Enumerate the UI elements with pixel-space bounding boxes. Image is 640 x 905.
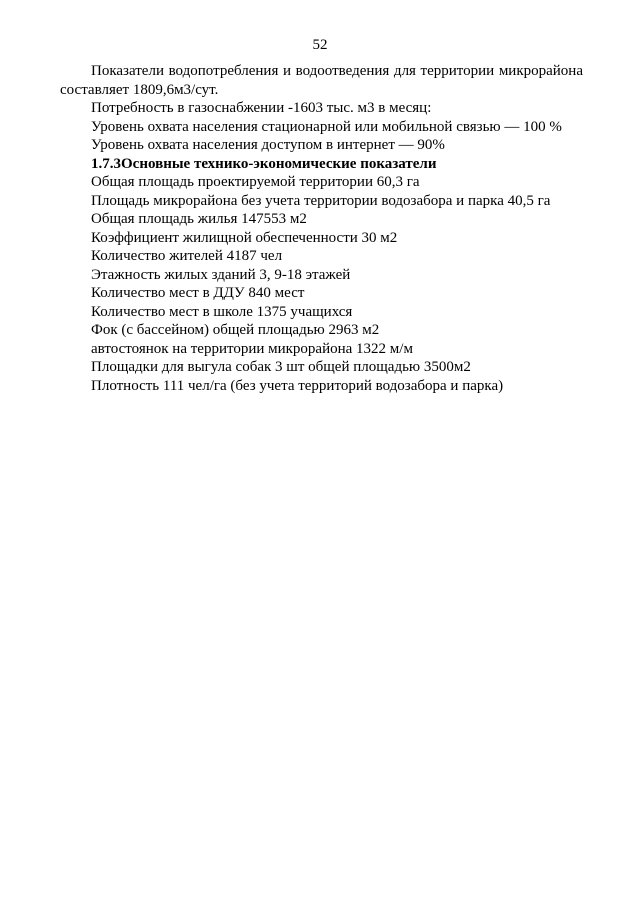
indicator-item: Плотность 111 чел/га (без учета территорий водозабора и парка) [91,377,504,394]
paragraph-telecom: Уровень охвата населения стационарной или мобильной связью — 100 % [91,118,562,135]
indicator-item: Фок (с бассейном) общей площадью 2963 м2 [91,322,380,338]
indicator-item: Площадь микрорайона без учета территории водозабора и парка 40,5 га [91,192,551,209]
paragraph-internet: Уровень охвата населения доступом в интернет — 90% [91,137,445,153]
indicator-item: Этажность жилых зданий 3, 9-18 этажей [91,266,351,283]
indicator-item: Коэффициент жилищной обеспеченности 30 м2 [91,229,398,246]
page-number: 52 [312,37,328,53]
paragraph-water-line-2: составляет 1809,6м3/сут. [60,81,219,98]
paragraph-water-line-1: Показатели водопотребления и водоотведения для территории микрорайона [91,63,583,79]
indicator-item: Площадки для выгула собак 3 шт общей площадью 3500м2 [91,359,471,375]
indicator-item: Количество жителей 4187 чел [91,248,283,264]
indicator-item: Общая площадь жилья 147553 м2 [91,211,307,227]
indicator-item: автостоянок на территории микрорайона 1322 м/м [91,340,413,357]
paragraph-gas: Потребность в газоснабжении -1603 тыс. м3 в месяц: [91,100,432,116]
section-heading: 1.7.3Основные технико-экономические показатели [91,155,437,172]
document-body [60,62,583,395]
indicator-item: Количество мест в ДДУ 840 мест [91,285,305,301]
indicator-item: Общая площадь проектируемой территории 60,3 га [91,174,420,190]
indicator-item: Количество мест в школе 1375 учащихся [91,303,353,320]
